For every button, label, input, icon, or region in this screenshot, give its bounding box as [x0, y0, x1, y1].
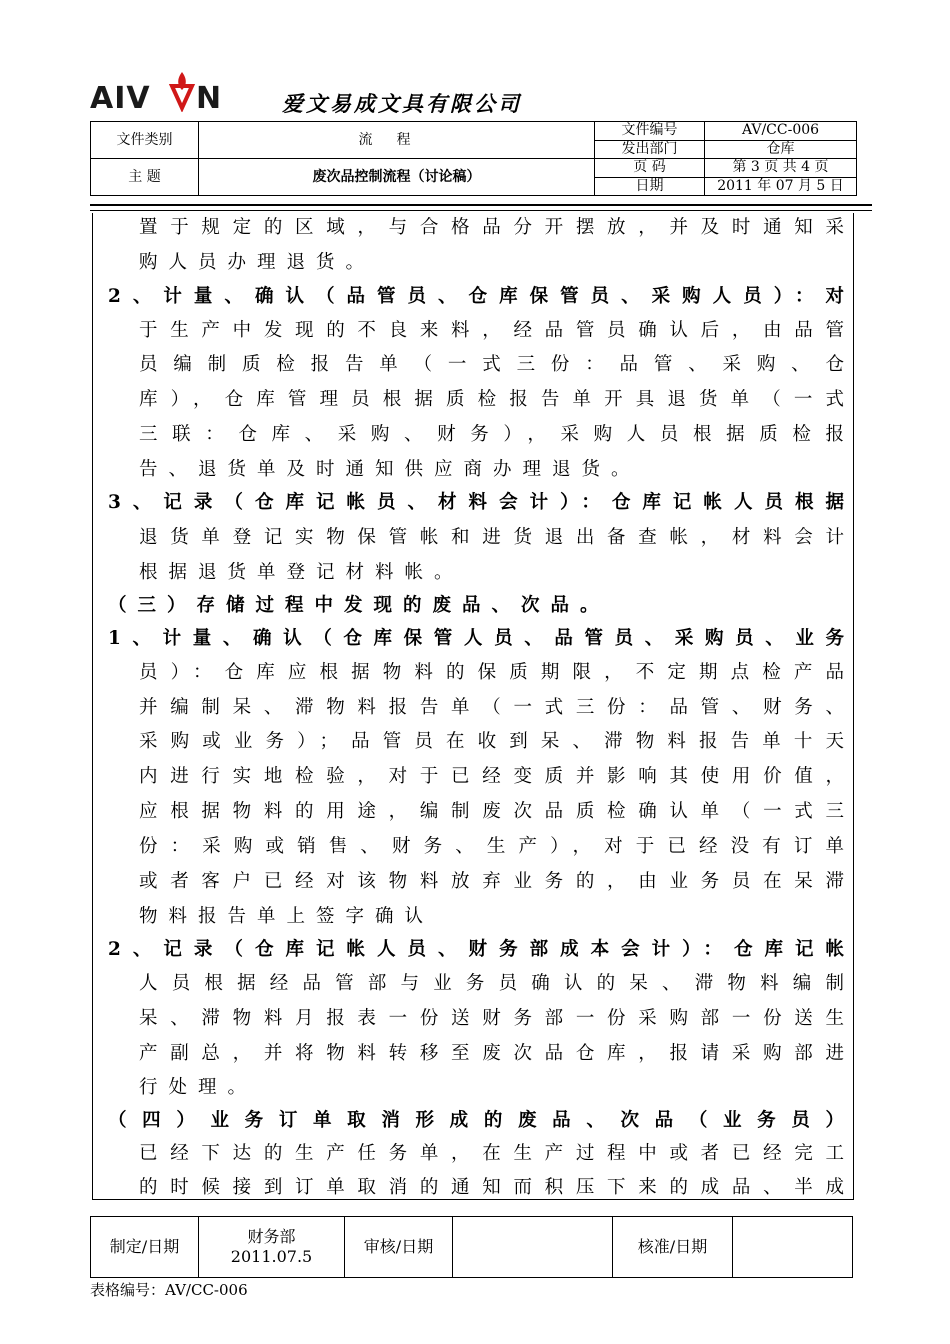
form-number: 表格编号：AV/CC-006 [90, 1281, 248, 1299]
date-value: 2011 年 07 月 5 日 [705, 177, 857, 196]
subject-value: 废次品控制流程（讨论稿） [199, 159, 595, 196]
body-line: 已经下达的生产任务单，在生产过程中或者已经完工 [139, 1143, 844, 1164]
body-line: 并编制呆、滞物料报告单（一式三份：品管、财务、 [139, 697, 844, 718]
approve-value [733, 1217, 853, 1278]
signoff-table [90, 1216, 853, 1278]
approve-label: 核准/日期 [613, 1217, 733, 1278]
made-date: 2011.07.5 [230, 1247, 313, 1266]
subject-label: 主 题 [91, 159, 199, 196]
made-dept: 财务部 [247, 1227, 296, 1246]
dept-label: 发出部门 [595, 140, 705, 159]
body-line: 员编制质检报告单（一式三份：品管、采购、仓 [139, 354, 844, 375]
header-divider [90, 204, 872, 206]
doc-no-label: 文件编号 [595, 122, 705, 141]
body-line: 或者客户已经对该物料放弃业务的，由业务员在呆滞 [139, 871, 844, 892]
review-label: 审核/日期 [345, 1217, 453, 1278]
body-line: 产副总，并将物料转移至废次品仓库，报请采购部进 [139, 1043, 844, 1064]
body-line: 告、退货单及时通知供应商办理退货。 [139, 459, 641, 480]
body-line: 2、记录（仓库记帐人员、财务部成本会计）：仓库记帐 [108, 939, 844, 960]
doc-type-label: 文件类别 [91, 122, 199, 159]
review-value [453, 1217, 613, 1278]
body-line: 2、计量、确认（品管员、仓库保管员、采购人员）：对 [108, 286, 844, 307]
doc-no-value: AV/CC-006 [705, 122, 857, 141]
doc-type-value: 流程 [199, 122, 595, 159]
body-line: 采购或业务）；品管员在收到呆、滞物料报告单十天 [139, 731, 844, 752]
body-line: 根据退货单登记材料帐。 [139, 562, 464, 583]
svg-text:AIV: AIV [90, 81, 151, 112]
aiven-logo [90, 68, 225, 112]
body-line: 购人员办理退货。 [139, 252, 376, 273]
page-label: 页 码 [595, 159, 705, 178]
header-divider-thin [90, 210, 872, 211]
company-name: 爱文易成文具有限公司 [282, 91, 522, 116]
body-line: 库），仓库管理员根据质检报告单开具退货单（一式 [139, 389, 844, 410]
body-line: 于生产中发现的不良来料，经品管员确认后，由品管 [139, 320, 844, 341]
body-line: 内进行实地检验，对于已经变质并影响其使用价值， [139, 766, 844, 787]
body-line: 1、计量、确认（仓库保管人员、品管员、采购员、业务 [108, 628, 844, 649]
body-line: 行处理。 [139, 1077, 258, 1098]
document-header-table [90, 121, 857, 196]
made-label: 制定/日期 [91, 1217, 199, 1278]
section-heading: （四）业务订单取消形成的废品、次品（业务员） [108, 1110, 844, 1131]
body-line: 份：采购或销售、财务、生产），对于已经没有订单 [139, 836, 844, 857]
page-value: 第 3 页 共 4 页 [705, 159, 857, 178]
body-line: 应根据物料的用途，编制废次品质检确认单（一式三 [139, 801, 844, 822]
body-line: 的时候接到订单取消的通知而积压下来的成品、半成 [139, 1177, 844, 1198]
body-line: 员）：仓库应根据物料的保质期限，不定期点检产品 [139, 662, 844, 683]
section-heading: （三）存储过程中发现的废品、次品。 [108, 595, 610, 616]
body-line: 退货单登记实物保管帐和进货退出备查帐，材料会计 [139, 527, 844, 548]
made-value [199, 1217, 345, 1278]
body-line: 呆、滞物料月报表一份送财务部一份采购部一份送生 [139, 1008, 844, 1029]
date-label: 日期 [595, 177, 705, 196]
body-line: 物料报告单上签字确认 [139, 906, 435, 927]
svg-text:N: N [196, 81, 222, 112]
body-line: 3、记录（仓库记帐员、材料会计）：仓库记帐人员根据 [108, 492, 844, 513]
body-line: 置于规定的区域，与合格品分开摆放，并及时通知采 [139, 217, 844, 238]
body-line: 人员根据经品管部与业务员确认的呆、滞物料编制 [139, 973, 844, 994]
body-line: 三联：仓库、采购、财务），采购人员根据质检报 [139, 424, 844, 445]
dept-value: 仓库 [705, 140, 857, 159]
